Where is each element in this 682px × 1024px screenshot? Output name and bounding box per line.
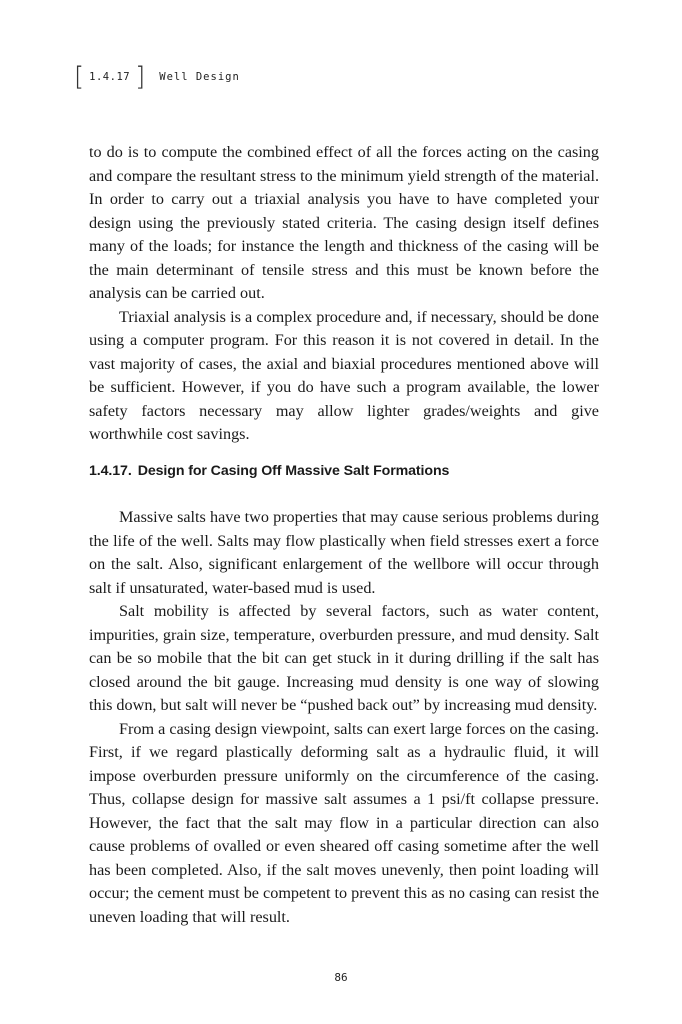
section-heading-title: Design for Casing Off Massive Salt Formations [137, 463, 450, 479]
header-running-title: Well Design [159, 71, 240, 83]
section-heading [89, 463, 609, 479]
section-heading-number: 1.4.17. [89, 463, 132, 479]
paragraph-continued: to do is to compute the combined effect of all the forces acting on the casing and compare the resultant stress to the minimum yield strength of the material. In order to carry out a triaxial analysis you have to have completed your design using the previously stated criteria. The casing design itself defines many of the loads; for instance the length and thickness of the casing will be the main determinant of tensile stress and this must be known before the analysis can be carried out. [89, 143, 599, 302]
header-section-number: 1.4.17 [89, 71, 131, 83]
paragraph-salt-mobility: Salt mobility is affected by several factors, such as water content, impurities, grain size, temperature, overburden pressure, and mud density. Salt can be so mobile that the bit can get stuck in it during drilling if the salt has closed around the bit gauge. Increasing mud density is one way of slowing this down, but salt will never be “pushed back out” by increasing mud density. [89, 602, 599, 714]
paragraph-triaxial: Triaxial analysis is a complex procedure and, if necessary, should be done using a computer program. For this reason it is not covered in detail. In the vast majority of cases, the axial and biaxial procedures mentioned above will be sufficient. However, if you do have such a program available, the lower safety factors necessary may allow lighter grades/weights and give worthwhile cost savings. [89, 307, 599, 443]
paragraph-massive-salts: Massive salts have two properties that may cause serious problems during the life of the well. Salts may flow plastically when field stresses exert a force on the salt. Also, significant enlargement of the wellbore will occur through salt if unsaturated, water-based mud is used. [89, 508, 599, 597]
header-bracket-close: ] [135, 62, 146, 92]
body-text-top [89, 141, 599, 447]
paragraph-casing-design-viewpoint: From a casing design viewpoint, salts can exert large forces on the casing. First, if we regard plastically deforming salt as a hydraulic fluid, it will impose overburden pressure uniformly on the circumference of the casing. Thus, collapse design for massive salt assumes a 1 psi/ft collapse pressure. However, the fact that the salt may flow in a particular direction can also cause problems of ovalled or even sheared off casing sometime after the well has been completed. Also, if the salt moves unevenly, then point loading will occur; the cement must be competent to prevent this as no casing can resist the uneven loading that will result. [89, 719, 599, 926]
body-text-section [89, 506, 599, 929]
running-header [74, 64, 240, 90]
page-number: 86 [334, 971, 348, 984]
header-bracket-open: [ [74, 62, 85, 92]
